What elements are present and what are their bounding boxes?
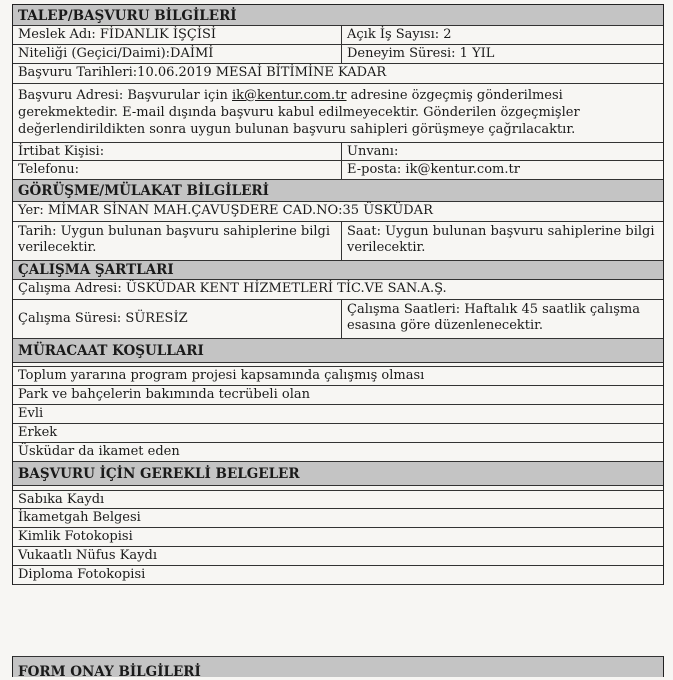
email-cell: E-posta: ik@kentur.com.tr: [347, 162, 520, 177]
document-item: Sabıka Kaydı: [18, 492, 105, 507]
experience-cell: Deneyim Süresi: 1 YIL: [347, 46, 495, 61]
list-item: [13, 424, 663, 443]
section-title: MÜRACAAT KOŞULLARI: [18, 343, 204, 359]
list-item: [13, 566, 663, 585]
form-row: [13, 64, 663, 84]
work-duration-cell: Çalışma Süresi: SÜRESİZ: [13, 300, 342, 338]
requirement-item: Toplum yararına program projesi kapsamında çalışmış olması: [18, 368, 425, 383]
section-title: FORM ONAY BİLGİLERİ: [18, 664, 201, 680]
requirement-item: Park ve bahçelerin bakımında tecrübeli olan: [18, 387, 310, 402]
requirement-item: Evli: [18, 406, 44, 421]
work-address-cell: Çalışma Adresi: ÜSKÜDAR KENT HİZMETLERİ TİC.VE SAN.A.Ş.: [18, 281, 447, 296]
address-text: Başvuru Adresi: Başvurular için: [18, 88, 233, 103]
list-item: [13, 528, 663, 547]
list-item: [13, 443, 663, 462]
form-row: [13, 161, 663, 180]
section-title: GÖRÜŞME/MÜLAKAT BİLGİLERİ: [18, 183, 269, 199]
requirement-item: Üsküdar da ikamet eden: [18, 444, 180, 459]
phone-cell: Telefonu:: [13, 161, 342, 179]
list-item: [13, 366, 663, 386]
section-header-work-conditions: [13, 261, 663, 280]
interview-location-cell: Yer: MİMAR SİNAN MAH.ÇAVUŞDERE CAD.NO:35 ÜSKÜDAR: [18, 203, 433, 218]
document-item: Diploma Fotokopisi: [18, 567, 146, 582]
job-posting-form: [12, 4, 664, 585]
form-row: [13, 222, 663, 261]
section-header-requirements: [13, 339, 663, 363]
work-hours-cell: Çalışma Saatleri: Haftalık 45 saatlik çalışma esasına göre düzenlenecektir.: [347, 302, 640, 333]
contact-title-cell: Unvanı:: [347, 144, 399, 159]
list-item: [13, 490, 663, 509]
form-row: [13, 143, 663, 161]
form-row: [13, 202, 663, 222]
form-row: [13, 45, 663, 64]
job-type-cell: Niteliği (Geçici/Daimi):DAİMİ: [13, 45, 342, 63]
document-item: Vukaatlı Nüfus Kaydı: [18, 548, 158, 563]
application-dates-cell: Başvuru Tarihleri:10.06.2019 MESAİ BİTİMİNE KADAR: [18, 65, 387, 80]
section-header-documents: [13, 462, 663, 486]
interview-date-cell: Tarih: Uygun bulunan başvuru sahiplerine bilgi verilecektir.: [13, 222, 342, 260]
list-item: [13, 405, 663, 424]
list-item: [13, 386, 663, 405]
section-title: ÇALIŞMA ŞARTLARI: [18, 262, 174, 278]
section-title: TALEP/BAŞVURU BİLGİLERİ: [18, 8, 237, 24]
section-header-application: [13, 4, 663, 26]
application-address-cell: [13, 84, 663, 142]
form-row: [13, 280, 663, 300]
list-item: [13, 547, 663, 566]
form-row: [13, 84, 663, 143]
section-title: BAŞVURU İÇİN GEREKLİ BELGELER: [18, 466, 300, 482]
address-text-cont: adresine özgeçmiş gönderilmesi gerekmektedir. E-mail dışında başvuru kabul edilmeyecektir. Gönderilen özgeçmişler değerlendirildikten sonra uygun bulunan başvuru sahipleri görüşmeye çağrılacaktır.: [18, 88, 580, 137]
contact-person-cell: İrtibat Kişisi:: [13, 143, 342, 160]
form-row: [13, 26, 663, 45]
email-link[interactable]: ik@kentur.com.tr: [232, 88, 347, 103]
list-item: [13, 509, 663, 528]
requirement-item: Erkek: [18, 425, 58, 440]
document-item: İkametgah Belgesi: [18, 510, 141, 525]
job-name-cell: Meslek Adı: FİDANLIK İŞÇİSİ: [13, 26, 342, 44]
open-positions-cell: Açık İş Sayısı: 2: [347, 27, 452, 42]
form-row: [13, 300, 663, 339]
interview-time-cell: Saat: Uygun bulunan başvuru sahiplerine bilgi verilecektir.: [347, 224, 655, 255]
section-header-interview: [13, 180, 663, 202]
document-item: Kimlik Fotokopisi: [18, 529, 133, 544]
